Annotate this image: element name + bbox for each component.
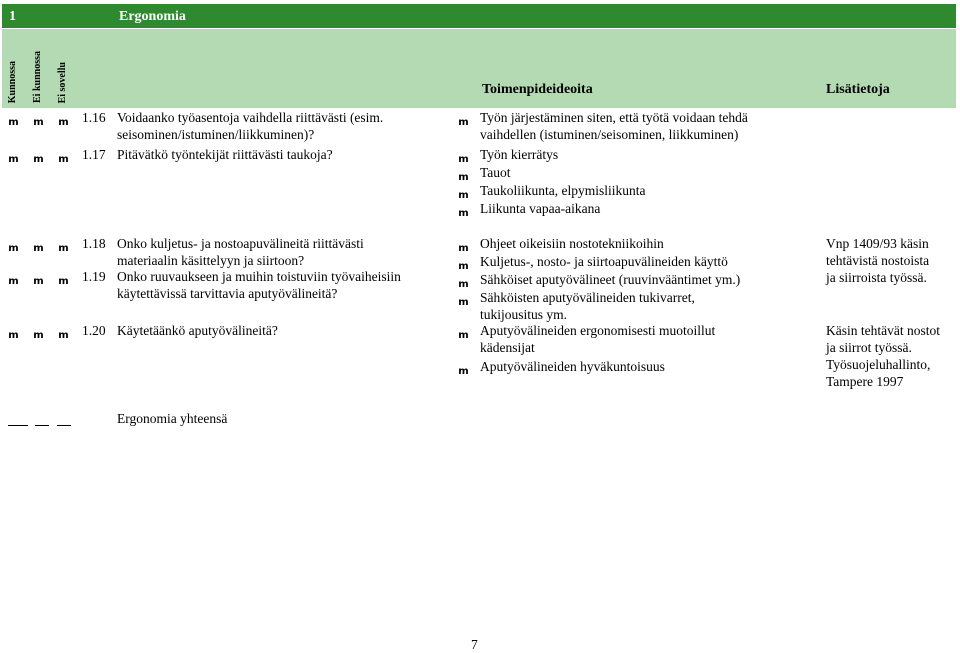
measure-checkbox[interactable]: m — [458, 190, 469, 201]
measure-text: Työn kierrätys — [480, 147, 559, 162]
col-header-kunnossa: Kunnossa — [7, 60, 18, 103]
measure-text: Sähköisten aputyövälineiden tukivarret, — [480, 290, 695, 305]
measure-text: Ohjeet oikeisiin nostotekniikoihin — [480, 236, 664, 251]
measure-text: Työn järjestäminen siten, että työtä voidaan tehdä — [480, 110, 748, 125]
radio-ei-kunnossa-1-16[interactable]: m — [33, 117, 44, 128]
radio-ei-sovellu-1-19[interactable]: m — [58, 276, 69, 287]
col-header-toimenpideideoita: Toimenpideideoita — [482, 82, 593, 97]
measure-checkbox[interactable]: m — [458, 117, 469, 128]
measure-checkbox[interactable]: m — [458, 279, 469, 290]
question-number: 1.17 — [82, 147, 106, 162]
measure-text: Sähköiset aputyövälineet (ruuvinvääntimet ym.) — [480, 272, 741, 287]
total-kunnossa-field[interactable] — [8, 425, 28, 426]
radio-ei-kunnossa-1-18[interactable]: m — [33, 243, 44, 254]
question-text-cont: seisominen/istuminen/liikkuminen)? — [117, 127, 315, 142]
column-header-bar — [2, 29, 956, 108]
radio-ei-sovellu-1-16[interactable]: m — [58, 117, 69, 128]
measure-text: Kuljetus-, nosto- ja siirtoapuvälineiden käyttö — [480, 254, 728, 269]
total-ei-sovellu-field[interactable] — [57, 425, 71, 426]
page-number: 7 — [471, 637, 478, 652]
question-number: 1.20 — [82, 323, 106, 338]
measure-text: Aputyövälineiden hyväkuntoisuus — [480, 359, 665, 374]
col-header-ei-sovellu: Ei sovellu — [57, 61, 68, 103]
section-number: 1 — [9, 9, 16, 24]
measure-checkbox[interactable]: m — [458, 172, 469, 183]
measure-checkbox[interactable]: m — [458, 297, 469, 308]
section-title: Ergonomia — [119, 9, 186, 24]
measure-text: Liikunta vapaa-aikana — [480, 201, 601, 216]
measure-text-cont: kädensijat — [480, 340, 535, 355]
question-text: Voidaanko työasentoja vaihdella riittävästi (esim. — [117, 110, 384, 125]
question-number: 1.18 — [82, 236, 106, 251]
info-text: Tampere 1997 — [826, 374, 904, 389]
measure-text: Tauot — [480, 165, 511, 180]
total-label: Ergonomia yhteensä — [117, 411, 228, 426]
col-header-lisatietoja: Lisätietoja — [826, 82, 890, 97]
question-text: Onko kuljetus- ja nostoapuvälineitä riittävästi — [117, 236, 364, 251]
radio-ei-sovellu-1-20[interactable]: m — [58, 330, 69, 341]
radio-ei-sovellu-1-17[interactable]: m — [58, 154, 69, 165]
measure-text-cont: vaihdellen (istuminen/seisominen, liikkuminen) — [480, 127, 739, 142]
measure-checkbox[interactable]: m — [458, 154, 469, 165]
question-number: 1.19 — [82, 269, 106, 284]
info-text: tehtävistä nostoista — [826, 253, 930, 268]
radio-kunnossa-1-20[interactable]: m — [8, 330, 19, 341]
col-header-ei-kunnossa: Ei kunnossa — [32, 51, 43, 103]
measure-text: Taukoliikunta, elpymisliikunta — [480, 183, 646, 198]
radio-kunnossa-1-17[interactable]: m — [8, 154, 19, 165]
radio-kunnossa-1-16[interactable]: m — [8, 117, 19, 128]
radio-ei-kunnossa-1-19[interactable]: m — [33, 276, 44, 287]
question-text-cont: käytettävissä tarvittavia aputyövälineitä? — [117, 286, 338, 301]
radio-ei-kunnossa-1-17[interactable]: m — [33, 154, 44, 165]
measure-checkbox[interactable]: m — [458, 208, 469, 219]
question-number: 1.16 — [82, 110, 106, 125]
radio-ei-sovellu-1-18[interactable]: m — [58, 243, 69, 254]
measure-checkbox[interactable]: m — [458, 366, 469, 377]
radio-ei-kunnossa-1-20[interactable]: m — [33, 330, 44, 341]
measure-text-cont: tukijousitus ym. — [480, 307, 568, 322]
radio-kunnossa-1-18[interactable]: m — [8, 243, 19, 254]
question-text: Onko ruuvaukseen ja muihin toistuviin työvaiheisiin — [117, 269, 401, 284]
info-text: Käsin tehtävät nostot — [826, 323, 940, 338]
section-title-bar — [2, 4, 956, 28]
question-text: Käytetäänkö aputyövälineitä? — [117, 323, 278, 338]
measure-checkbox[interactable]: m — [458, 243, 469, 254]
info-text: Vnp 1409/93 käsin — [826, 236, 929, 251]
measure-text: Aputyövälineiden ergonomisesti muotoillut — [480, 323, 716, 338]
info-text: Työsuojeluhallinto, — [826, 357, 931, 372]
info-text: ja siirroista työssä. — [826, 270, 927, 285]
info-text: ja siirrot työssä. — [826, 340, 912, 355]
total-ei-kunnossa-field[interactable] — [35, 425, 49, 426]
measure-checkbox[interactable]: m — [458, 261, 469, 272]
question-text: Pitävätkö työntekijät riittävästi taukoja? — [117, 147, 333, 162]
radio-kunnossa-1-19[interactable]: m — [8, 276, 19, 287]
measure-checkbox[interactable]: m — [458, 330, 469, 341]
question-text-cont: materiaalin käsittelyyn ja siirtoon? — [117, 253, 305, 268]
